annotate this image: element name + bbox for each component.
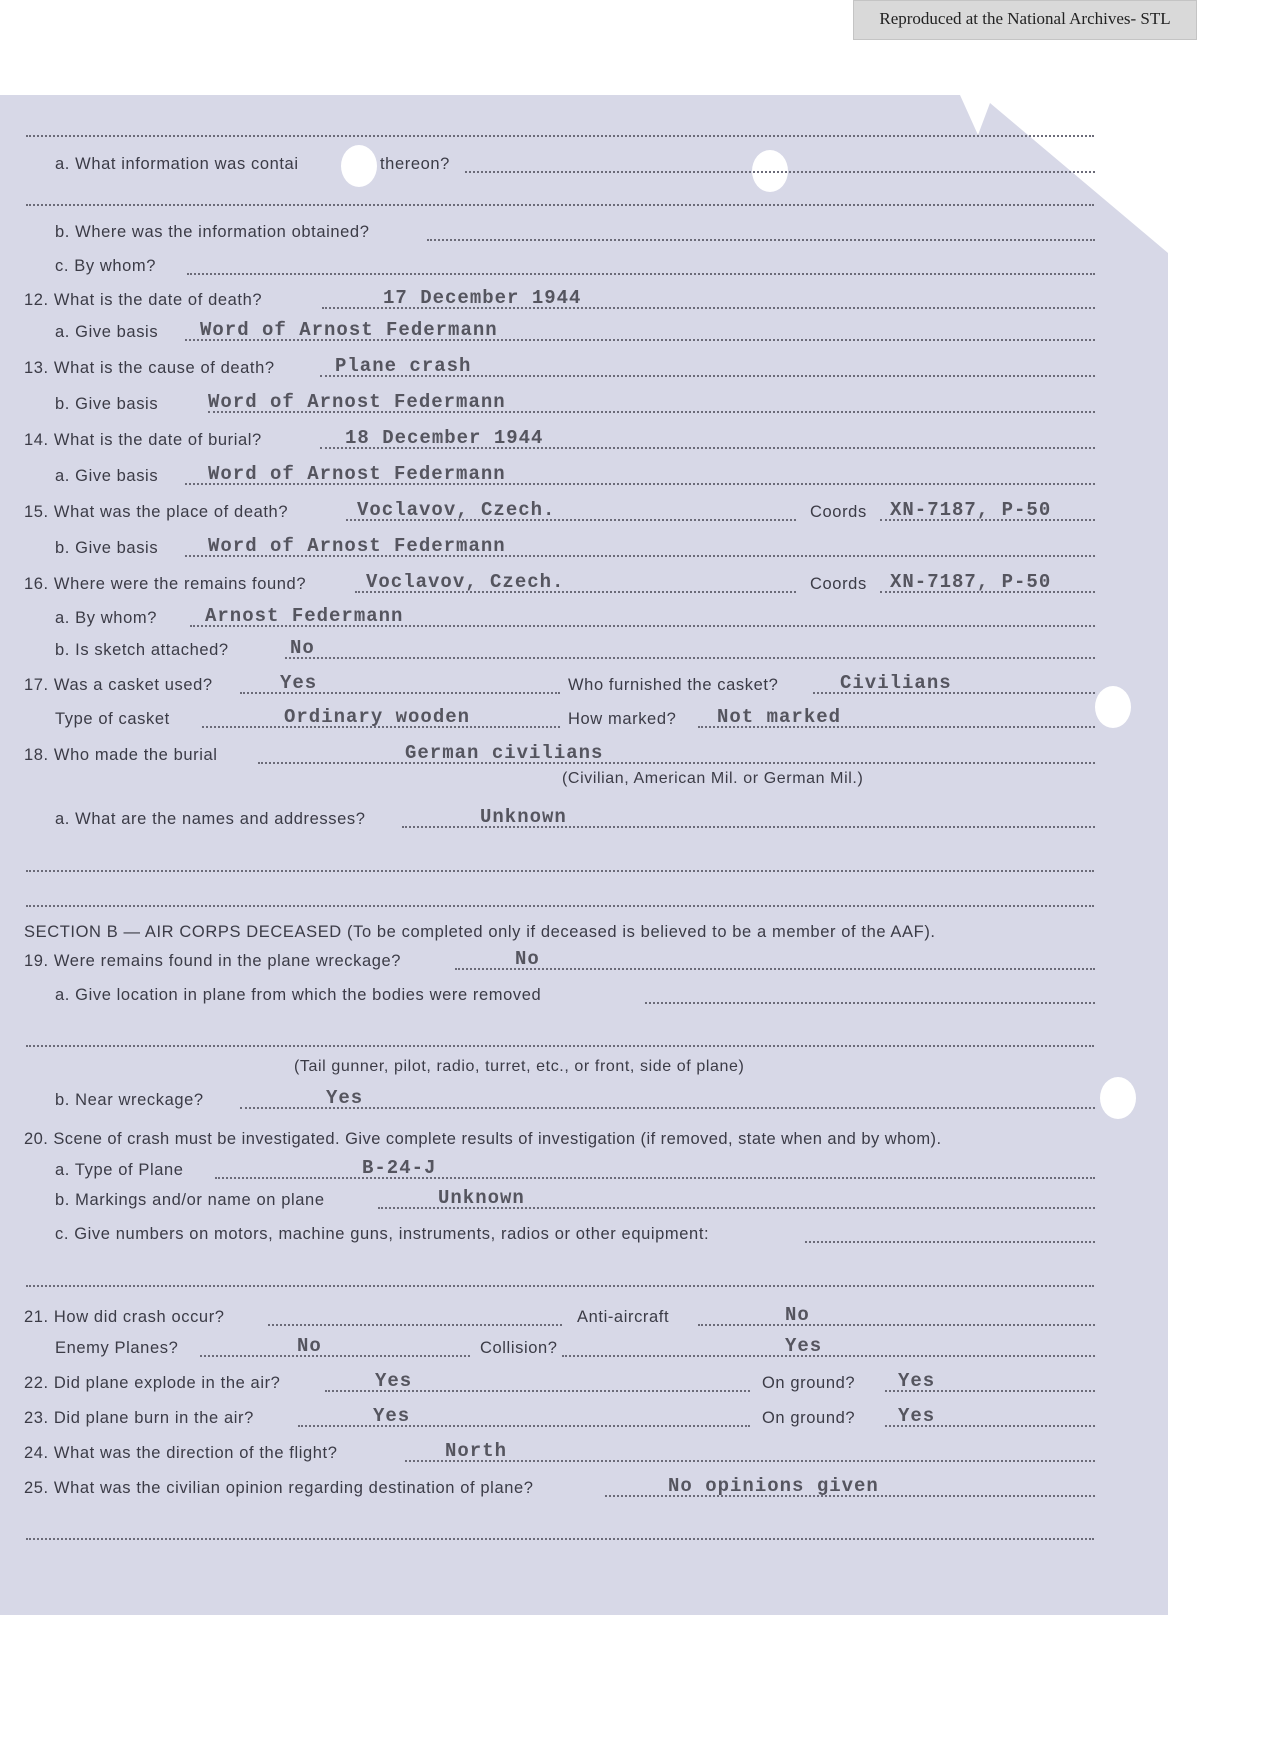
label: 18. Who made the burial <box>24 746 218 764</box>
label: On ground? <box>762 1409 856 1427</box>
answer-line[interactable] <box>562 1355 1095 1357</box>
question-24 <box>0 1439 1264 1469</box>
answer-line[interactable] <box>240 1107 1095 1109</box>
label: a. Type of Plane <box>55 1161 184 1179</box>
question-22 <box>0 1369 1264 1399</box>
label: 13. What is the cause of death? <box>24 359 275 377</box>
question-14 <box>0 426 1264 456</box>
answer-line[interactable] <box>298 1425 750 1427</box>
label: a. Give basis <box>55 323 159 341</box>
question-13 <box>0 354 1264 384</box>
answer-line[interactable] <box>698 1324 1095 1326</box>
label: Collision? <box>480 1339 558 1357</box>
answer-line[interactable] <box>187 273 1095 275</box>
answer-line[interactable] <box>405 1460 1095 1462</box>
answer-value: No <box>290 637 315 659</box>
question-13b <box>0 390 1264 420</box>
question-16a <box>0 604 1264 634</box>
question-12 <box>0 286 1264 316</box>
answer-value: Plane crash <box>335 355 472 377</box>
question-17-type <box>0 705 1264 735</box>
answer-value: North <box>445 1440 508 1462</box>
answer-value: Word of Arnost Federmann <box>208 535 506 557</box>
question-18a <box>0 805 1264 835</box>
label: a. By whom? <box>55 609 157 627</box>
answer-value: Ordinary wooden <box>284 706 471 728</box>
label: 17. Was a casket used? <box>24 676 213 694</box>
archives-stamp: Reproduced at the National Archives- STL <box>853 0 1197 40</box>
hint: (Civilian, American Mil. or German Mil.) <box>562 770 864 787</box>
answer-value: Word of Arnost Federmann <box>208 391 506 413</box>
label: b. Give basis <box>55 539 159 557</box>
answer-value: Voclavov, Czech. <box>366 571 565 593</box>
question-20b <box>0 1186 1264 1216</box>
coords-label: Coords <box>810 503 867 521</box>
blank-line <box>26 1285 1094 1287</box>
label: b. Near wreckage? <box>55 1091 204 1109</box>
label: b. Is sketch attached? <box>55 641 229 659</box>
label: 20. Scene of crash must be investigated. Give complete results of investigation (if removed, state when and by whom). <box>24 1130 942 1148</box>
answer-line[interactable] <box>805 1241 1095 1243</box>
question-21 <box>0 1303 1264 1333</box>
coords-value: XN-7187, P-50 <box>890 571 1052 593</box>
question-19b <box>0 1086 1264 1116</box>
answer-line[interactable] <box>215 1177 1095 1179</box>
blank-line <box>26 905 1094 907</box>
label: 22. Did plane explode in the air? <box>24 1374 281 1392</box>
answer-line[interactable] <box>645 1002 1095 1004</box>
question-20c <box>0 1220 1264 1250</box>
blank-line <box>26 135 1094 137</box>
answer-line[interactable] <box>268 1324 562 1326</box>
answer-value: Unknown <box>438 1187 525 1209</box>
answer-value: Yes <box>898 1370 936 1392</box>
question-14a <box>0 462 1264 492</box>
label: 16. Where were the remains found? <box>24 575 307 593</box>
label: Who furnished the casket? <box>568 676 779 694</box>
question-15b <box>0 534 1264 564</box>
answer-line[interactable] <box>285 657 1095 659</box>
label: 25. What was the civilian opinion regarding destination of plane? <box>24 1479 534 1497</box>
answer-value: German civilians <box>405 742 604 764</box>
question-25 <box>0 1474 1264 1504</box>
answer-value: Yes <box>280 672 318 694</box>
blank-line <box>26 204 1094 206</box>
label: 12. What is the date of death? <box>24 291 263 309</box>
question-11c <box>0 252 1264 282</box>
label: 19. Were remains found in the plane wreckage? <box>24 952 402 970</box>
question-11a <box>0 150 1264 180</box>
answer-value: B-24-J <box>362 1157 437 1179</box>
label: 21. How did crash occur? <box>24 1308 225 1326</box>
label: thereon? <box>380 155 450 173</box>
coords-value: XN-7187, P-50 <box>890 499 1052 521</box>
label: b. Markings and/or name on plane <box>55 1191 325 1209</box>
answer-value: No <box>785 1304 810 1326</box>
label: b. Give basis <box>55 395 159 413</box>
answer-value: No <box>297 1335 322 1357</box>
label: c. By whom? <box>55 257 157 275</box>
answer-value: 17 December 1944 <box>383 287 582 309</box>
question-19a-hint <box>0 1052 1264 1082</box>
label: 15. What was the place of death? <box>24 503 289 521</box>
answer-value: Not marked <box>717 706 842 728</box>
label: 14. What is the date of burial? <box>24 431 262 449</box>
answer-value: Yes <box>785 1335 823 1357</box>
answer-line[interactable] <box>465 171 1095 173</box>
label: a. What information was contai <box>55 155 299 173</box>
answer-value: Yes <box>326 1087 364 1109</box>
label: Type of casket <box>55 710 170 728</box>
question-15 <box>0 498 1264 528</box>
answer-value: Voclavov, Czech. <box>357 499 556 521</box>
question-18-hint <box>0 764 1264 794</box>
blank-line <box>26 870 1094 872</box>
answer-value: Yes <box>375 1370 413 1392</box>
question-12a <box>0 318 1264 348</box>
label: a. Give basis <box>55 467 159 485</box>
label: a. What are the names and addresses? <box>55 810 366 828</box>
answer-line[interactable] <box>455 968 1095 970</box>
blank-line <box>26 1045 1094 1047</box>
question-19a <box>0 981 1264 1011</box>
answer-value: Arnost Federmann <box>205 605 404 627</box>
question-23 <box>0 1404 1264 1434</box>
answer-line[interactable] <box>200 1355 470 1357</box>
answer-value: Word of Arnost Federmann <box>208 463 506 485</box>
coords-label: Coords <box>810 575 867 593</box>
label: 23. Did plane burn in the air? <box>24 1409 254 1427</box>
label: On ground? <box>762 1374 856 1392</box>
answer-value: Yes <box>373 1405 411 1427</box>
answer-value: Unknown <box>480 806 567 828</box>
label: c. Give numbers on motors, machine guns, instruments, radios or other equipment: <box>55 1225 710 1243</box>
question-17 <box>0 671 1264 701</box>
question-20a <box>0 1156 1264 1186</box>
label: 24. What was the direction of the flight? <box>24 1444 338 1462</box>
label: How marked? <box>568 710 677 728</box>
question-19 <box>0 947 1264 977</box>
answer-value: No opinions given <box>668 1475 879 1497</box>
answer-value: Yes <box>898 1405 936 1427</box>
answer-value: Word of Arnost Federmann <box>200 319 498 341</box>
question-16b <box>0 636 1264 666</box>
section-b-heading <box>0 918 1264 948</box>
answer-line[interactable] <box>427 239 1095 241</box>
label: a. Give location in plane from which the bodies were removed <box>55 986 542 1004</box>
question-11b <box>0 218 1264 248</box>
question-16 <box>0 570 1264 600</box>
blank-line <box>26 1538 1094 1540</box>
label: b. Where was the information obtained? <box>55 223 370 241</box>
answer-value: No <box>515 948 540 970</box>
question-20 <box>0 1125 1264 1155</box>
answer-value: Civilians <box>840 672 952 694</box>
label: Anti-aircraft <box>577 1308 670 1326</box>
question-21-cont <box>0 1334 1264 1364</box>
section-title: SECTION B — AIR CORPS DECEASED (To be completed only if deceased is believed to be a member of the AAF). <box>24 923 936 941</box>
hint: (Tail gunner, pilot, radio, turret, etc., or front, side of plane) <box>294 1058 745 1075</box>
answer-value: 18 December 1944 <box>345 427 544 449</box>
label: Enemy Planes? <box>55 1339 179 1357</box>
